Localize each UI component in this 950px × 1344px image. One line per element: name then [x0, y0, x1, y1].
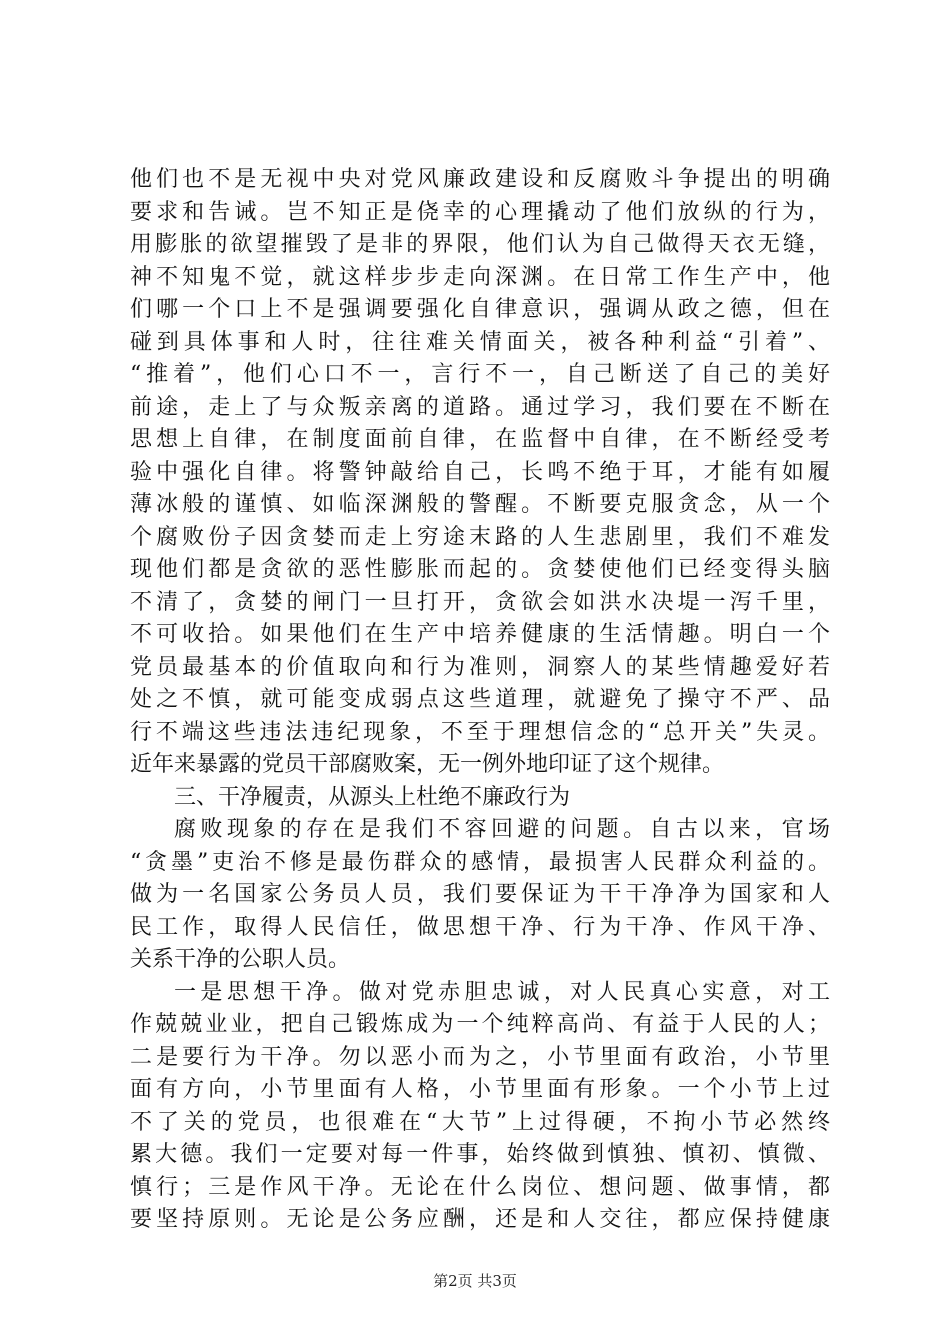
text-line: 三、干净履责，从源头上杜绝不廉政行为 — [174, 784, 571, 810]
text-line: 他们也不是无视中央对党风廉政建设和反腐败斗争提出的明确 — [130, 167, 830, 192]
text-line: 碰到具体事和人时，往往难关情面关，被各种利益“引着”、 — [130, 329, 830, 355]
text-line: 处之不慎，就可能变成弱点这些道理，就避免了操守不严、品 — [130, 687, 830, 712]
text-line: 不可收拾。如果他们在生产中培养健康的生活情趣。明白一个 — [130, 622, 830, 647]
text-line: 前途，走上了与众叛亲离的道路。通过学习，我们要在不断在 — [130, 394, 830, 420]
text-line: 民工作，取得人民信任，做思想干净、行为干净、作风干净、 — [130, 914, 830, 940]
text-line: 关系干净的公职人员。 — [130, 947, 351, 972]
text-line: 要坚持原则。无论是公务应酬，还是和人交往，都应保持健康 — [130, 1207, 830, 1232]
text-line: 二是要行为干净。勿以恶小而为之，小节里面有政治，小节里 — [130, 1044, 830, 1070]
body-text — [130, 164, 830, 1237]
text-line: 慎行；三是作风干净。无论在什么岗位、想问题、做事情，都 — [130, 1174, 830, 1200]
text-line: 现他们都是贪欲的恶性膨胀而起的。贪婪使他们已经变得头脑 — [130, 557, 830, 582]
text-line: 思想上自律，在制度面前自律，在监督中自律，在不断经受考 — [130, 427, 830, 452]
text-line: 党员最基本的价值取向和行为准则，洞察人的某些情趣爱好若 — [130, 654, 830, 680]
text-line: 行不端这些违法违纪现象，不至于理想信念的“总开关”失灵。 — [130, 719, 830, 745]
text-line: 不清了，贪婪的闸门一旦打开，贪欲会如洪水决堤一泻千里， — [130, 589, 830, 615]
text-line: 不了关的党员，也很难在“大节”上过得硬，不拘小节必然终 — [130, 1109, 830, 1135]
text-line: 累大德。我们一定要对每一件事，始终做到慎独、慎初、慎微、 — [130, 1142, 830, 1167]
page-footer: 第2页 共3页 — [433, 1272, 517, 1290]
text-line: 薄冰般的谨慎、如临深渊般的警醒。不断要克服贪念，从一个 — [130, 492, 830, 517]
text-line: 面有方向，小节里面有人格，小节里面有形象。一个小节上过 — [130, 1077, 830, 1102]
text-line: 验中强化自律。将警钟敲给自己，长鸣不绝于耳，才能有如履 — [130, 459, 830, 485]
text-line: 一是思想干净。做对党赤胆忠诚，对人民真心实意，对工 — [174, 979, 830, 1005]
text-line: “贪墨”吏治不修是最伤群众的感情，最损害人民群众利益的。 — [130, 849, 830, 875]
text-line: 腐败现象的存在是我们不容回避的问题。自古以来，官场 — [174, 817, 830, 842]
text-line: 个腐败份子因贪婪而走上穷途末路的人生悲剧里，我们不难发 — [130, 524, 830, 550]
text-line: “推着”，他们心口不一，言行不一，自己断送了自己的美好 — [130, 362, 830, 387]
text-line: 近年来暴露的党员干部腐败案，无一例外地印证了这个规律。 — [130, 752, 725, 777]
text-line: 要求和告诫。岂不知正是侥幸的心理撬动了他们放纵的行为， — [130, 199, 830, 225]
text-line: 做为一名国家公务员人员，我们要保证为干干净净为国家和人 — [130, 882, 830, 907]
text-line: 们哪一个口上不是强调要强化自律意识，强调从政之德，但在 — [130, 297, 830, 322]
text-line: 用膨胀的欲望摧毁了是非的界限，他们认为自己做得天衣无缝， — [130, 232, 830, 257]
text-line: 神不知鬼不觉，就这样步步走向深渊。在日常工作生产中，他 — [130, 264, 830, 290]
text-line: 作兢兢业业，把自己锻炼成为一个纯粹高尚、有益于人民的人； — [130, 1012, 830, 1037]
